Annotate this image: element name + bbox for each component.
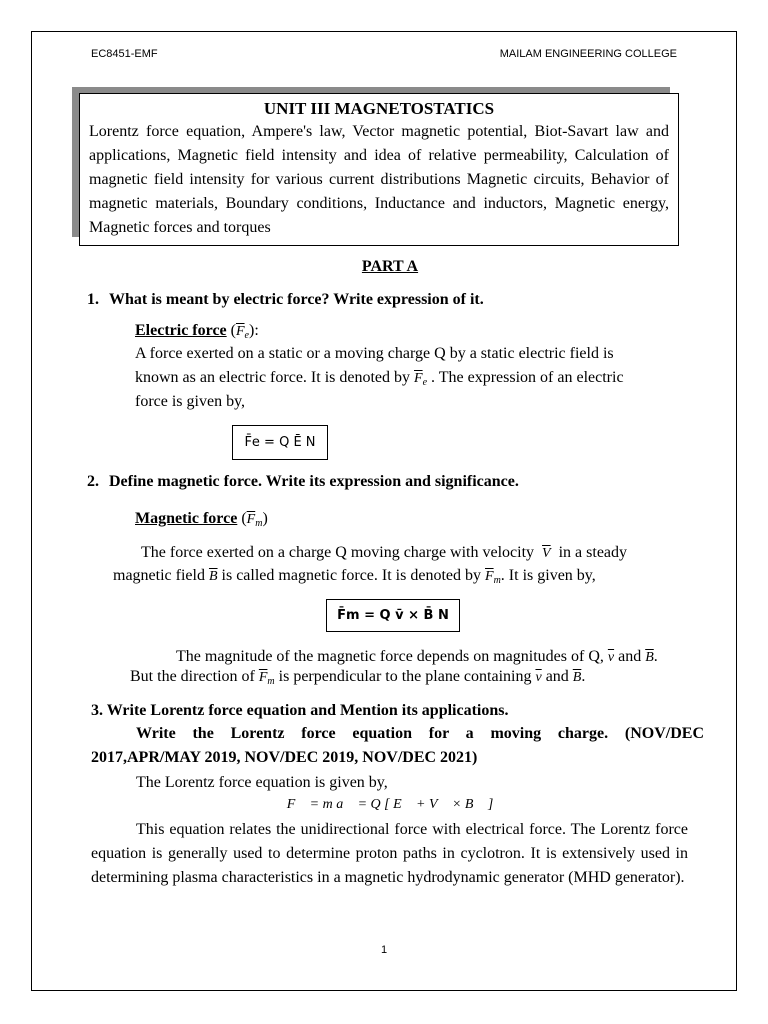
q3-subheading-line2: 2017,APR/MAY 2019, NOV/DEC 2019, NOV/DEC 2021) — [91, 749, 478, 766]
q1-line3: force is given by, — [135, 393, 246, 410]
q2-line1-symbol: $\overline{V}$ — [542, 546, 551, 561]
unit-syllabus-text: Lorentz force equation, Ampere's law, Vector magnetic potential, Biot-Savart law and applications, Magnetic field intensity and idea of relative permeability, Calculation of magnetic field intensity for various current distributions Magnetic circuits, Behavior of magnetic materials, Boundary conditions, Inductance and inductors, Magnetic energy, Magnetic forces and torques — [89, 123, 669, 236]
q1-symbol-sub: e — [244, 330, 249, 341]
q1-question: What is meant by electric force? Write expression of it. — [109, 291, 484, 308]
q1-line2b: . The expression of an electric — [431, 369, 624, 386]
q2-number: 2. — [87, 473, 99, 490]
q2-line1b: in a steady — [558, 544, 628, 561]
q2-line2a: magnetic field — [113, 567, 205, 584]
q1-line1: A force exerted on a static or a moving charge Q by a static electric field is — [135, 345, 614, 362]
q1-equation: F̄e = Q Ē N — [244, 435, 316, 450]
q3-intro: The Lorentz force equation is given by, — [136, 774, 388, 791]
header-course-code: EC8451-EMF — [91, 48, 158, 60]
q2-line2c: . It is given by, — [500, 567, 596, 584]
q1-term: Electric force — [135, 322, 227, 339]
q1-sym-open: ( — [230, 322, 236, 339]
q1-line2a: known as an electric force. It is denoted by — [135, 369, 411, 386]
q2-line4-and: and — [545, 668, 569, 685]
q1-equation-box — [232, 425, 328, 460]
q2-question: Define magnetic force. Write its expression and significance. — [109, 473, 519, 490]
q2-term-line: Magnetic force $(\overline{F}_m)$ — [135, 510, 268, 529]
q2-line1 — [141, 541, 627, 565]
q2-line2-symbol-sub: m — [493, 575, 501, 586]
q2-line3-symbol-b: $\overline{B}$ — [645, 650, 654, 665]
q1-heading — [87, 288, 484, 311]
q1-symbol: $\overline{F}$ — [235, 324, 245, 339]
q3-subheading — [91, 722, 704, 770]
q2-line2 — [113, 564, 596, 592]
q2-term: Magnetic force — [135, 510, 238, 527]
q2-line4-symbol-v: $\overline{v}$ — [535, 670, 542, 685]
q3-subheading-line1: Write the Lorentz force equation for a moving charge. (NOV/DEC — [136, 725, 704, 742]
q2-line3a: The magnitude of the magnetic force depends on magnitudes of Q, — [176, 648, 604, 665]
part-heading: PART A — [361, 258, 419, 275]
q1-line2-symbol-sub: e — [422, 377, 428, 388]
q3-equation: F⃗ = m a⃗ = Q [ E⃗ + V⃗ × B⃗ ] — [286, 797, 494, 812]
q1-line2-symbol: $\overline{F}$ — [414, 371, 423, 386]
q2-line4-symbol-f: $\overline{F}$ — [258, 670, 268, 685]
q2-line4: But the direction of $\overline{F}_m$ is perpendicular to the plane containing $\overline{v}$ and $\overline{B}$. — [130, 668, 586, 687]
page-number: 1 — [380, 944, 388, 956]
q2-line4-symbol-b: $\overline{B}$ — [572, 670, 582, 685]
q1-number: 1. — [87, 291, 99, 308]
q2-symbol: $\overline{F}$ — [246, 512, 256, 527]
q2-line2-symbol-b: $\overline{B}$ — [208, 569, 218, 584]
q2-line3: The magnitude of the magnetic force depends on magnitudes of Q, $\overline{v}$ and $\overline{B}$. — [176, 648, 658, 665]
q2-line4-symbol-sub: m — [267, 676, 275, 687]
q2-equation: F̄m = Q v̄ × B̄ N — [337, 608, 449, 623]
q2-heading — [87, 470, 519, 493]
q2-line3-symbol-v: $\overline{v}$ — [607, 650, 615, 665]
q3-heading: 3. Write Lorentz force equation and Mention its applications. — [91, 702, 509, 719]
q2-equation-box — [326, 599, 460, 632]
q2-line4a: But the direction of — [130, 668, 255, 685]
unit-title: UNIT III MAGNETOSTATICS — [263, 99, 495, 118]
q2-line2b: is called magnetic force. It is denoted by — [221, 567, 481, 584]
q2-line3-and: and — [618, 648, 642, 665]
q3-body: This equation relates the unidirectional force with electrical force. The Lorentz force equation is generally used to determine proton paths in cyclotron. It is extensively used in determining plasma characteristics in a magnetic hydrodynamic generator (MHD generator). — [91, 821, 688, 886]
q2-line4b: is perpendicular to the plane containing — [278, 668, 532, 685]
q2-line1a: The force exerted on a charge Q moving charge with velocity — [141, 544, 535, 561]
header-college-name: MAILAM ENGINEERING COLLEGE — [499, 48, 677, 60]
q2-symbol-sub: m — [255, 518, 263, 529]
q2-line2-symbol-f: $\overline{F}$ — [485, 569, 494, 584]
q1-sym-close: ): — [248, 322, 259, 339]
unit-syllabus-box — [79, 93, 679, 246]
